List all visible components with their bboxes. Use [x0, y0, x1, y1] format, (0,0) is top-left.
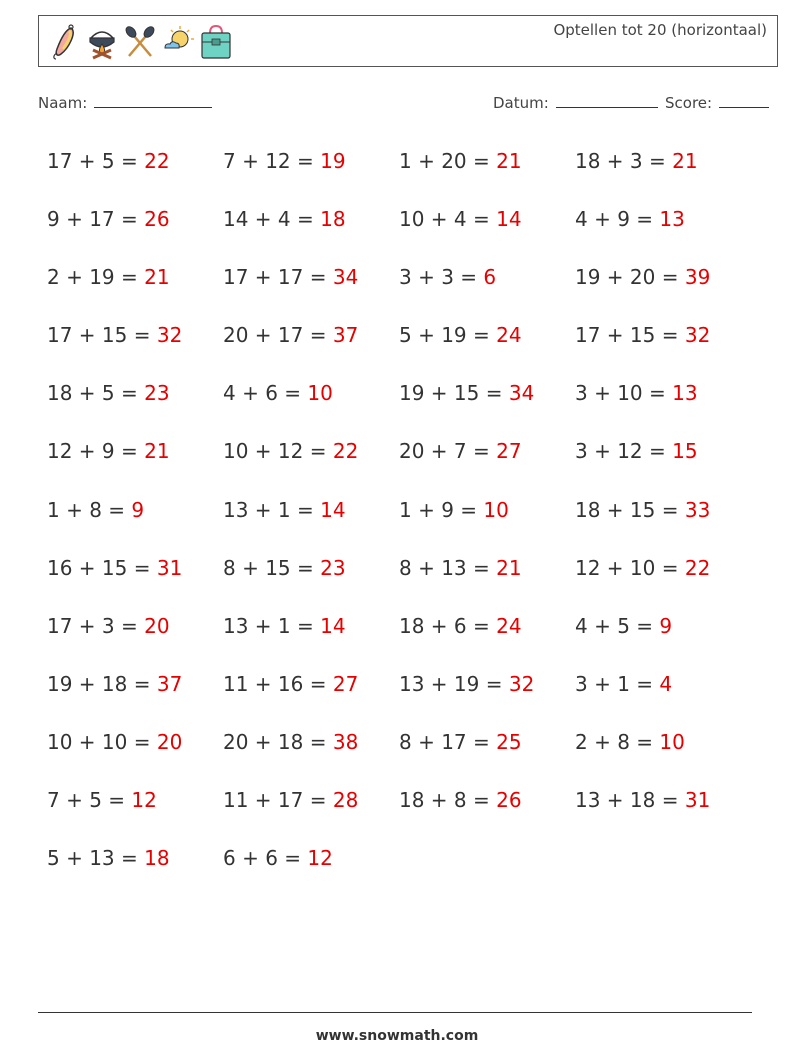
problem-question: 1 + 9 =: [399, 497, 484, 522]
problem-answer: 13: [659, 207, 685, 232]
problem-item: [399, 261, 575, 293]
problem-answer: 14: [320, 497, 346, 522]
problem-item: [47, 726, 223, 758]
problem-question: 11 + 16 =: [223, 671, 333, 696]
problem-answer: 32: [508, 671, 535, 696]
problem-item: [47, 610, 223, 642]
problem-question: 17 + 5 =: [47, 149, 145, 173]
problem-item: [575, 552, 751, 584]
problem-question: 13 + 1 =: [223, 613, 321, 638]
problem-item: [575, 377, 751, 409]
problem-item: [575, 610, 751, 642]
problem-question: 8 + 17 =: [399, 729, 497, 754]
problem-item: [223, 494, 399, 526]
problem-item: [575, 203, 751, 235]
worksheet-title: Optellen tot 20 (horizontaal): [553, 21, 767, 39]
problem-item: [575, 726, 751, 758]
problem-answer: 10: [483, 497, 509, 522]
problem-answer: 9: [131, 497, 145, 522]
problem-answer: 28: [332, 788, 359, 813]
problem-answer: 18: [320, 207, 346, 232]
problem-answer: 20: [156, 729, 183, 754]
problem-item: [223, 668, 399, 700]
problem-item: [47, 377, 223, 409]
name-field: [38, 93, 212, 112]
problem-item: [575, 668, 751, 700]
problem-question: 18 + 5 =: [47, 381, 145, 406]
problem-question: 10 + 4 =: [399, 207, 497, 232]
problem-item: [47, 552, 223, 584]
date-line: [556, 93, 658, 108]
problem-answer: 23: [144, 381, 170, 406]
problem-row: [47, 203, 751, 261]
problem-answer: 13: [672, 381, 698, 406]
problem-row: [47, 261, 751, 319]
problem-question: 7 + 5 =: [47, 788, 132, 813]
problem-question: 2 + 8 =: [575, 729, 660, 754]
problem-question: 3 + 3 =: [399, 265, 484, 290]
problem-question: 20 + 7 =: [399, 439, 497, 464]
problem-grid: [47, 145, 751, 900]
problem-item: [575, 435, 751, 467]
problem-answer: 14: [320, 613, 346, 638]
problem-answer: 27: [496, 439, 522, 464]
problem-item: [399, 610, 575, 642]
problem-answer: 33: [684, 497, 711, 522]
problem-question: 9 + 17 =: [47, 207, 145, 232]
problem-question: 17 + 3 =: [47, 613, 145, 638]
problem-item: [223, 726, 399, 758]
problem-item: [223, 261, 399, 293]
problem-question: 7 + 12 =: [223, 149, 321, 173]
problem-answer: 24: [496, 613, 522, 638]
problem-row: [47, 552, 751, 610]
problem-row: [47, 319, 751, 377]
problem-question: 4 + 6 =: [223, 381, 308, 406]
problem-answer: 26: [496, 788, 522, 813]
campfire-pot-icon: [85, 22, 119, 62]
problem-answer: 10: [307, 381, 333, 406]
problem-item: [223, 145, 399, 177]
problem-answer: 9: [659, 613, 673, 638]
problem-row: [47, 668, 751, 726]
problem-question: 2 + 19 =: [47, 265, 145, 290]
problem-item: [575, 261, 751, 293]
problem-answer: 23: [320, 555, 346, 580]
problem-item: [223, 203, 399, 235]
problem-item: [399, 668, 575, 700]
problem-item: [47, 319, 223, 351]
problem-question: 13 + 19 =: [399, 671, 509, 696]
problem-item: [399, 552, 575, 584]
problem-question: 10 + 10 =: [47, 729, 157, 754]
problem-question: 18 + 15 =: [575, 497, 685, 522]
problem-answer: 27: [332, 671, 359, 696]
problem-answer: 18: [144, 846, 170, 871]
problem-item: [575, 319, 751, 351]
problem-answer: 21: [144, 439, 170, 464]
problem-question: 19 + 20 =: [575, 265, 685, 290]
problem-answer: 25: [496, 729, 522, 754]
problem-item: [399, 145, 575, 177]
problem-answer: 21: [496, 555, 522, 580]
problem-item: [223, 842, 399, 874]
problem-question: 18 + 3 =: [575, 149, 673, 173]
problem-item: [223, 319, 399, 351]
problem-answer: 34: [508, 381, 535, 406]
problem-answer: 10: [659, 729, 685, 754]
problem-question: 5 + 19 =: [399, 323, 497, 348]
problem-answer: 22: [684, 555, 711, 580]
footer-divider: [38, 1012, 752, 1013]
problem-item: [223, 377, 399, 409]
problem-answer: 21: [496, 149, 522, 173]
problem-answer: 19: [320, 149, 346, 173]
problem-item: [399, 377, 575, 409]
problem-item: [47, 784, 223, 816]
problem-question: 12 + 9 =: [47, 439, 145, 464]
cooler-box-icon: [199, 22, 233, 62]
problem-question: 4 + 9 =: [575, 207, 660, 232]
problem-item: [575, 494, 751, 526]
problem-question: 14 + 4 =: [223, 207, 321, 232]
problem-row: [47, 610, 751, 668]
date-field: [493, 93, 658, 112]
problem-item: [223, 435, 399, 467]
problem-row: [47, 726, 751, 784]
problem-item: [47, 261, 223, 293]
problem-item: [399, 726, 575, 758]
problem-answer: 4: [659, 671, 673, 696]
problem-question: 5 + 13 =: [47, 846, 145, 871]
problem-answer: 32: [684, 323, 711, 348]
problem-question: 1 + 8 =: [47, 497, 132, 522]
problem-item: [223, 552, 399, 584]
problem-question: 11 + 17 =: [223, 788, 333, 813]
problem-item: [47, 435, 223, 467]
problem-row: [47, 842, 751, 900]
problem-question: 19 + 18 =: [47, 671, 157, 696]
problem-answer: 15: [672, 439, 698, 464]
problem-answer: 21: [672, 149, 698, 173]
problem-answer: 38: [332, 729, 359, 754]
problem-answer: 26: [144, 207, 170, 232]
problem-answer: 12: [307, 846, 333, 871]
problem-row: [47, 145, 751, 203]
footer-url: www.snowmath.com: [315, 1028, 479, 1044]
problem-row: [47, 494, 751, 552]
problem-item: [223, 610, 399, 642]
problem-answer: 34: [332, 265, 359, 290]
problem-question: 17 + 17 =: [223, 265, 333, 290]
crossed-paddles-icon: [123, 22, 157, 62]
problem-answer: 20: [144, 613, 170, 638]
problem-question: 17 + 15 =: [575, 323, 685, 348]
problem-row: [47, 435, 751, 493]
problem-answer: 12: [131, 788, 157, 813]
problem-answer: 39: [684, 265, 711, 290]
problem-item: [399, 784, 575, 816]
problem-question: 12 + 10 =: [575, 555, 685, 580]
problem-answer: 24: [496, 323, 522, 348]
sun-cloud-icon: [161, 22, 195, 62]
problem-item: [399, 203, 575, 235]
problem-item: [47, 494, 223, 526]
date-label: Datum:: [493, 94, 549, 112]
problem-answer: 22: [144, 149, 170, 173]
problem-row: [47, 784, 751, 842]
problem-question: 3 + 12 =: [575, 439, 673, 464]
problem-question: 20 + 17 =: [223, 323, 333, 348]
problem-question: 3 + 10 =: [575, 381, 673, 406]
problem-question: 1 + 20 =: [399, 149, 497, 173]
problem-item: [399, 494, 575, 526]
problem-answer: 22: [332, 439, 359, 464]
problem-question: 8 + 15 =: [223, 555, 321, 580]
problem-question: 18 + 8 =: [399, 788, 497, 813]
problem-answer: 37: [156, 671, 183, 696]
problem-answer: 6: [483, 265, 497, 290]
problem-question: 13 + 18 =: [575, 788, 685, 813]
score-field: [665, 93, 769, 112]
problem-question: 16 + 15 =: [47, 555, 157, 580]
problem-answer: 31: [684, 788, 711, 813]
problem-question: 4 + 5 =: [575, 613, 660, 638]
problem-row: [47, 377, 751, 435]
problem-item: [399, 319, 575, 351]
fishing-lure-icon: [47, 22, 81, 62]
problem-question: 13 + 1 =: [223, 497, 321, 522]
problem-item: [223, 784, 399, 816]
score-line: [719, 93, 769, 108]
problem-question: 10 + 12 =: [223, 439, 333, 464]
problem-question: 18 + 6 =: [399, 613, 497, 638]
problem-question: 6 + 6 =: [223, 846, 308, 871]
problem-question: 19 + 15 =: [399, 381, 509, 406]
problem-item: [575, 145, 751, 177]
problem-question: 8 + 13 =: [399, 555, 497, 580]
name-label: Naam:: [38, 94, 88, 112]
problem-item: [575, 784, 751, 816]
problem-item: [47, 145, 223, 177]
problem-answer: 14: [496, 207, 522, 232]
problem-answer: 32: [156, 323, 183, 348]
name-line: [94, 93, 212, 108]
problem-question: 20 + 18 =: [223, 729, 333, 754]
problem-item: [47, 203, 223, 235]
problem-item: [399, 435, 575, 467]
problem-item: [47, 668, 223, 700]
problem-item: [47, 842, 223, 874]
problem-question: 3 + 1 =: [575, 671, 660, 696]
worksheet-header: [38, 15, 778, 67]
problem-answer: 31: [156, 555, 183, 580]
problem-answer: 21: [144, 265, 170, 290]
problem-question: 17 + 15 =: [47, 323, 157, 348]
problem-answer: 37: [332, 323, 359, 348]
header-icons: [47, 22, 233, 62]
score-label: Score:: [665, 94, 713, 112]
